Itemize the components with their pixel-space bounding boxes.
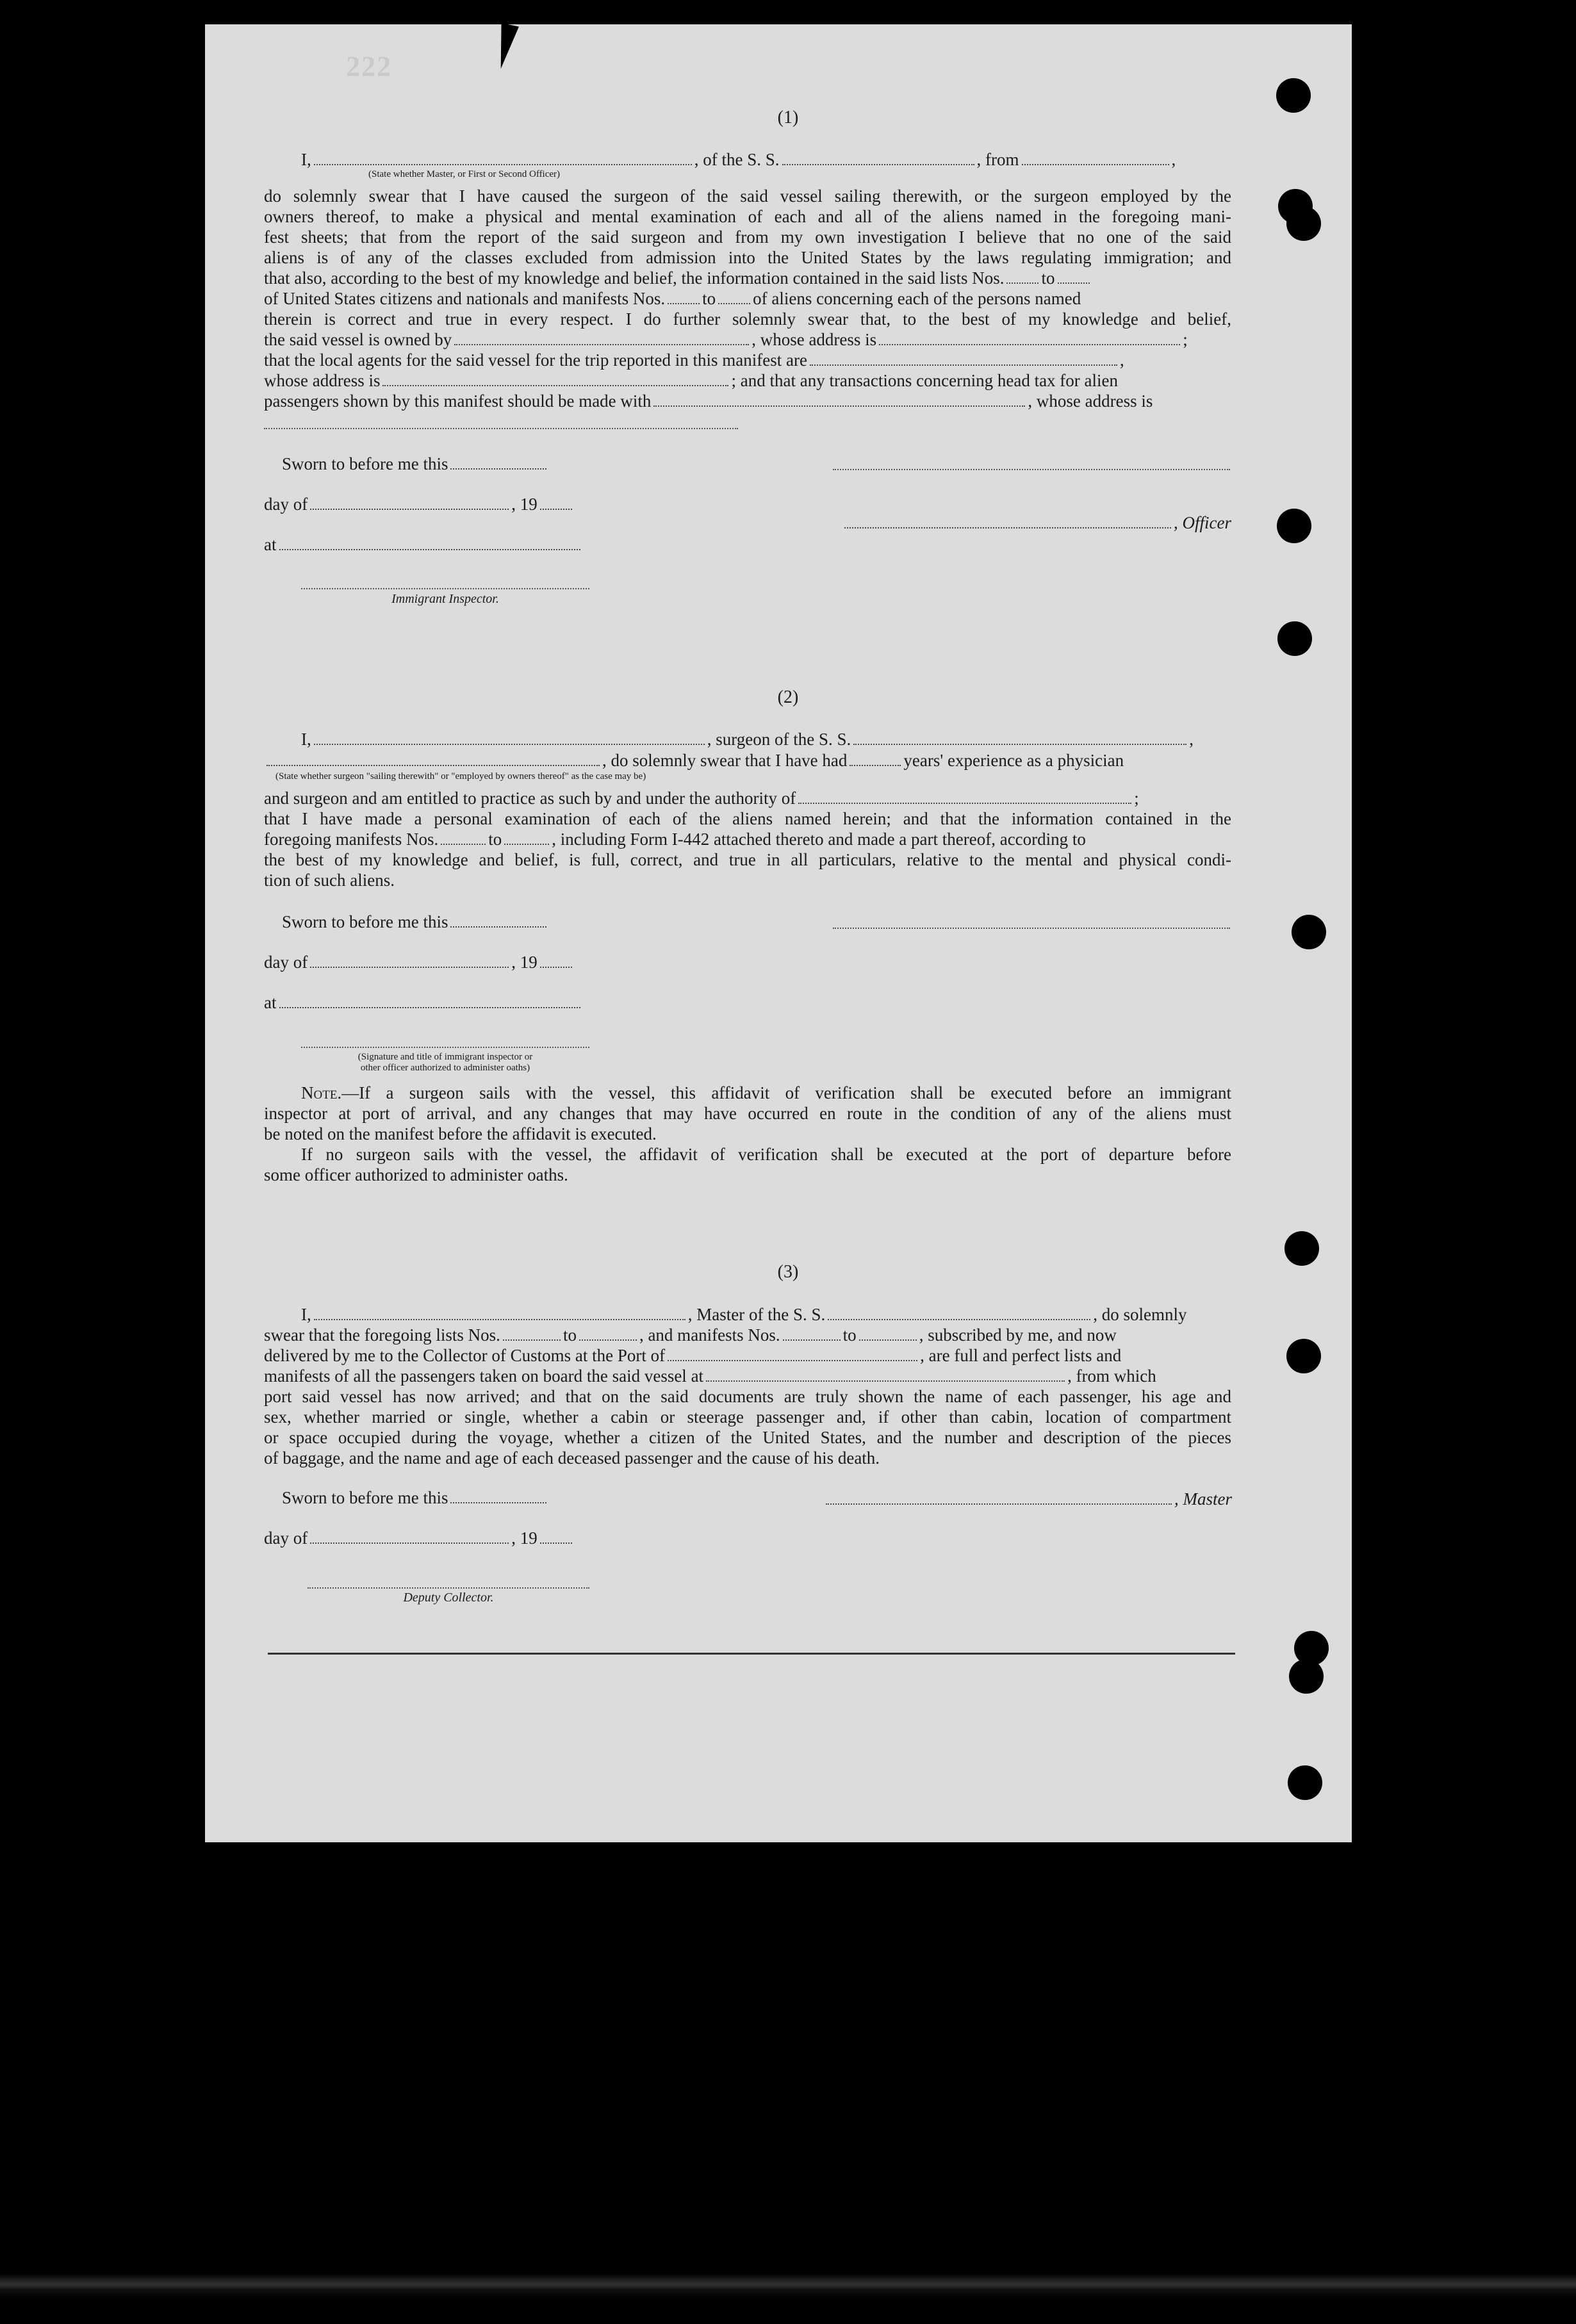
s2-line-5: foregoing manifests Nos. to , including Form I-442 attached thereto and made a part thereof, according to — [264, 830, 1086, 849]
s1-line-8: therein is correct and true in every respect. I do further solemnly swear that, to the best of my knowledge and belief, — [264, 309, 1231, 329]
s1-line-12: passengers shown by this manifest should be made with , whose address is — [264, 391, 1153, 411]
s3-line-7: or space occupied during the voyage, whether a citizen of the United States, and the number and description of the pieces — [264, 1428, 1231, 1447]
page-stamp: 222 — [346, 51, 392, 82]
s3-line-8: of baggage, and the name and age of each deceased passenger and the cause of his death. — [264, 1448, 880, 1468]
s2-signature-caption-1: (Signature and title of immigrant inspector or — [357, 1052, 533, 1062]
paper-tear — [492, 24, 519, 70]
film-edge — [0, 2274, 1576, 2300]
s2-line-7: tion of such aliens. — [264, 871, 395, 890]
s2-line-2: , do solemnly swear that I have had years' experience as a physician — [264, 750, 1231, 771]
s3-deputy-caption: Deputy Collector. — [403, 1591, 494, 1605]
s1-day-of: day of , 19 — [264, 494, 648, 514]
binder-hole — [1277, 509, 1311, 543]
bottom-rule — [268, 1653, 1235, 1655]
s1-at: at — [264, 534, 648, 555]
s3-line-3: delivered by me to the Collector of Customs at the Port of , are full and perfect lists and — [264, 1346, 1122, 1365]
section1-number: (1) — [777, 108, 799, 127]
binder-hole — [1288, 1765, 1322, 1800]
s3-line-6: sex, whether married or single, whether a cabin or steerage passenger and, if other than cabin, location of compartment — [264, 1407, 1231, 1427]
binder-hole — [1286, 1339, 1321, 1373]
s2-at: at — [264, 992, 648, 1013]
s2-signature-line[interactable] — [833, 928, 1230, 929]
s1-signature-line[interactable] — [833, 469, 1230, 470]
s3-line-1: I, , Master of the S. S. , do solemnly — [301, 1305, 1187, 1324]
s1-line-3: owners thereof, to make a physical and mental examination of each and all of the aliens named in the foregoing mani- — [264, 207, 1231, 226]
s1-line-5: aliens is of any of the classes excluded from admission into the United States by the laws regulating immigration; and — [264, 248, 1231, 267]
s2-note-line-2: inspector at port of arrival, and any changes that may have occurred en route in the condition of any of the aliens must — [264, 1104, 1231, 1123]
s1-line-9: the said vessel is owned by , whose address is ; — [264, 330, 1188, 349]
s1-line-6: that also, according to the best of my knowledge and belief, the information contained in the said lists Nos. to — [264, 268, 1231, 288]
s3-master-line: , Master — [823, 1489, 1231, 1509]
s1-inspector-signature-line[interactable] — [301, 588, 589, 589]
s1-line-10: that the local agents for the said vessel for the trip reported in this manifest are , — [264, 350, 1124, 370]
s1-sworn: Sworn to before me this — [282, 454, 666, 474]
section3-number: (3) — [777, 1262, 799, 1282]
binder-hole — [1285, 1231, 1319, 1266]
s1-line-7: of United States citizens and nationals and manifests Nos. to of aliens concerning each of the persons named — [264, 289, 1081, 308]
s1-continuation-line — [264, 428, 738, 429]
document-page — [205, 24, 1352, 1842]
s2-note-line-5: some officer authorized to administer oaths. — [264, 1165, 568, 1184]
s1-line-4: fest sheets; that from the report of the said surgeon and from my own investigation I believe that no one of the said — [264, 227, 1231, 247]
s2-signature-caption-2: other officer authorized to administer oaths) — [360, 1063, 530, 1073]
s2-day-of: day of , 19 — [264, 952, 648, 972]
s3-sworn: Sworn to before me this — [282, 1487, 666, 1508]
s2-line-1: I, , surgeon of the S. S. , — [301, 730, 1194, 749]
s2-note-line-4: If no surgeon sails with the vessel, the affidavit of verification shall be executed at the port of departure before — [301, 1145, 1231, 1164]
s1-line-1: I, , of the S. S. , from , — [301, 150, 1176, 169]
s2-note-line-1: Note.—If a surgeon sails with the vessel, this affidavit of verification shall be executed before an immigrant — [301, 1083, 1231, 1102]
s3-line-4: manifests of all the passengers taken on board the said vessel at , from which — [264, 1366, 1156, 1386]
binder-hole — [1292, 915, 1326, 949]
s2-sworn: Sworn to before me this — [282, 912, 666, 932]
s1-line-11: whose address is ; and that any transactions concerning head tax for alien — [264, 371, 1119, 390]
s1-officer-note: (State whether Master, or First or Second Officer) — [368, 169, 561, 179]
s2-note-line-3: be noted on the manifest before the affidavit is executed. — [264, 1124, 657, 1143]
s3-line-2: swear that the foregoing lists Nos. to , and manifests Nos. to , subscribed by me, and now — [264, 1325, 1117, 1345]
s1-inspector-caption: Immigrant Inspector. — [391, 592, 499, 606]
binder-hole — [1277, 621, 1312, 656]
s2-line-3: and surgeon and am entitled to practice as such by and under the authority of ; — [264, 789, 1139, 808]
s3-line-5: port said vessel has now arrived; and that on the said documents are truly shown the name of each passenger, his age and — [264, 1387, 1231, 1406]
binder-hole — [1276, 78, 1311, 113]
s2-inspector-signature-line[interactable] — [301, 1047, 589, 1048]
s2-surgeon-note: (State whether surgeon "sailing therewith" or "employed by owners thereof" as the case may be) — [275, 771, 646, 781]
s3-day-of: day of , 19 — [264, 1528, 648, 1548]
s2-line-6: the best of my knowledge and belief, is full, correct, and true in all particulars, relative to the mental and physical condi- — [264, 850, 1231, 869]
s3-deputy-signature-line[interactable] — [308, 1587, 589, 1589]
binder-hole — [1286, 206, 1321, 241]
s2-line-4: that I have made a personal examination of each of the aliens named herein; and that the information contained in the — [264, 809, 1231, 828]
section2-number: (2) — [777, 687, 799, 707]
s1-officer-line: , Officer — [833, 512, 1231, 533]
s1-line-2: do solemnly swear that I have caused the surgeon of the said vessel sailing therewith, or the surgeon employed by the — [264, 186, 1231, 206]
binder-hole — [1289, 1659, 1324, 1694]
